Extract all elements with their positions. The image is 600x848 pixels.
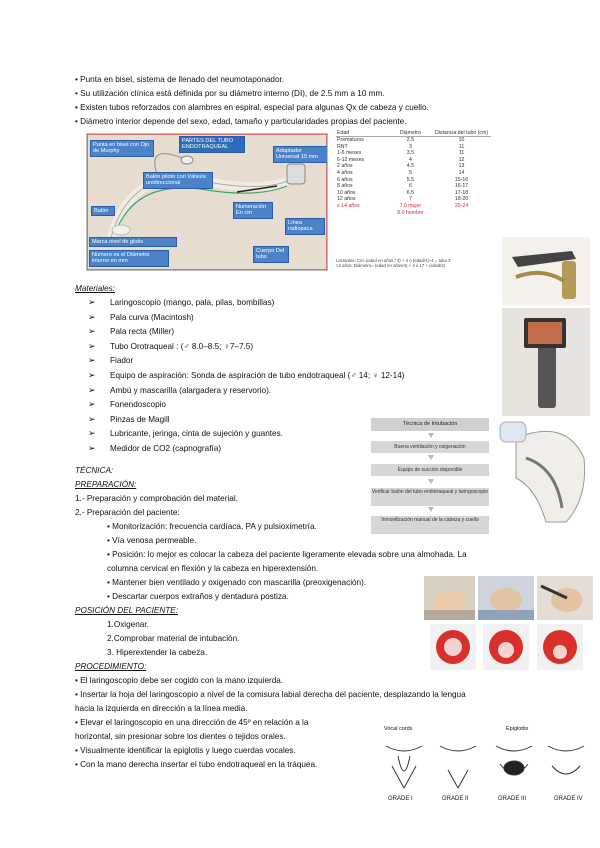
grade-label: GRADE IV [554,796,583,802]
table-cell: 15-16 [454,176,469,183]
laryngoscope-photo [502,237,590,305]
prep-bullet: • Descartar cuerpos extraños y dentadura postiza. [107,592,289,603]
intubation-flowchart [371,418,489,538]
tube-size-table [336,130,491,216]
arrow-bullet-icon: ➢ [88,326,96,337]
table-cell: 11 [458,143,465,150]
flow-arrow [428,479,434,484]
position-step: 1.Oxigenar. [107,620,149,629]
table-cell: 14 [458,169,465,176]
table-row [336,144,491,151]
table-cell: 11 [458,150,465,157]
table-cell: 17-18 [454,189,469,196]
table-row [336,157,491,164]
table-cell: 4 años [337,169,353,176]
table-cell: Prematuros [337,137,364,143]
prep-step: 2.- Preparación del paciente: [75,508,180,517]
table-cell: 20-24 [454,202,469,209]
endotracheal-tube-figure [86,133,328,271]
material-item: Pala curva (Macintosh) [110,312,194,322]
flowchart-title: Técnica de Intubación [371,418,489,431]
position-step: 2.Comprobar material de intubación. [107,634,240,643]
table-cell: 12 años [337,196,356,203]
table-row [336,177,491,184]
table-cell: 1-6 meses [337,150,362,157]
footnote-line: Lactantes: Circ.(edad en años / 4) + 4 ó (edad/4)+4 = tubo 3 [336,258,451,263]
table-cell: 5.5 [406,176,414,183]
table-cell: ≥ 14 años [337,202,360,209]
technique-heading: TÉCNICA: [75,466,114,475]
callout-balon-piloto: Balón piloto con Válvula unidireccional [143,172,213,189]
callout-partes: PARTES DEL TUBO ENDOTRAQUEAL [179,136,245,153]
material-item: Ambú y mascarilla (alargadera y reservorio). [110,385,272,395]
grade-label: GRADE III [498,796,527,802]
prep-bullet: • Posición: lo mejor es colocar la cabeza del paciente ligeramente elevada sobre una almohada. La [107,550,467,561]
table-row [336,150,491,157]
footnote-line: >2 años: Diámetro= (edad en años/4) + 4 ó 17 + (edad/2) [336,263,446,269]
position-heading: POSICIÓN DEL PACIENTE: [75,606,178,615]
callout-linea: Línea radiopaca [285,218,325,235]
callout-numero: Número es el Diámetro interno en mm [89,250,169,267]
epiglottis-label: Epiglottis [506,726,529,732]
table-cell: 6-12 meses [337,156,365,163]
table-cell: 4 [408,156,412,163]
table-cell: 5 [408,169,412,176]
materials-heading: Materiales: [75,284,116,293]
intro-bullet: • Su utilización clínica está definida por su diámetro interno (DI), de 2.5 mm a 10 mm. [75,89,385,100]
grades-illustration [378,726,590,806]
airway-photo-2 [483,624,529,670]
table-row [336,183,491,190]
table-cell: 12 [458,156,465,163]
table-row [336,210,491,217]
position-photo-2 [478,576,534,620]
callout-punta: Punta en bisel con Ojo de Murphy [90,140,154,157]
grade-label: GRADE II [442,796,469,802]
procedure-line: • Visualmente identificar la epiglotis y luego cuerdas vocales. [75,746,296,755]
vocal-cords-label: Vocal cords [384,726,413,732]
table-header: Diámetro [389,130,432,137]
flowchart-step: Equipo de succión disponible [371,464,489,476]
material-item: Fonendoscopio [110,400,166,410]
table-cell: 6 años [337,176,353,183]
arrow-bullet-icon: ➢ [88,355,96,366]
table-cell: 4.5 [406,163,414,170]
callout-balon: Balón [91,206,115,216]
callout-cuerpo: Cuerpo Del tubo [253,246,289,263]
prep-bullet-continuation: columna cervical en flexión y la cabeza en hiperextensión. [107,564,319,573]
table-cell: 13 [458,163,465,170]
callout-adaptador: Adaptador Universal 15 mm [273,146,328,163]
callout-marca: Marca nivel de glotis [89,237,177,247]
table-footnote [336,258,496,268]
table-row [336,137,491,144]
procedure-line: • Con la mano derecha insertar el tubo endotraqueal en la tráquea. [75,760,318,769]
table-cell: 7 [408,196,412,203]
arrow-bullet-icon: ➢ [88,399,96,410]
table-cell: 3.5 [406,150,414,157]
cormack-grades-figure [378,726,590,806]
material-item: Pinzas de Magill [110,414,170,424]
material-item: Pala recta (Miller) [110,327,175,337]
patient-head-diagram [496,418,590,528]
arrow-bullet-icon: ➢ [88,428,96,439]
flowchart-step: Buena ventilación y oxigenación [371,441,489,453]
callout-numeracion: Numeración En cm [233,202,273,219]
position-step: 3. Hiperextender la cabeza. [107,648,208,657]
arrow-bullet-icon: ➢ [88,443,96,453]
table-cell: 16-17 [454,183,469,190]
material-item: Fiador [110,356,134,366]
grade-label: GRADE I [388,796,413,802]
table-cell: 7.0 mujer [399,202,422,209]
table-cell: 10 años [337,189,356,196]
material-item: Medidor de CO2 (capnografía) [110,444,222,453]
procedure-line: • Elevar el laringoscopio en una dirección de 45º en relación a la [75,718,309,727]
table-cell [432,210,491,217]
arrow-bullet-icon: ➢ [88,311,96,322]
flow-arrow [428,433,434,438]
prep-bullet: • Vía venosa permeable. [107,536,196,547]
intro-bullet: • Punta en bisel, sistema de llenado del neumotaponador. [75,75,284,86]
table-row [336,163,491,170]
airway-photo-3 [537,624,583,670]
arrow-bullet-icon: ➢ [88,340,96,351]
table-row [336,170,491,177]
arrow-bullet-icon: ➢ [88,384,96,395]
procedure-line: hacia la izquierda en dirección a la línea media. [75,704,248,713]
table-cell: 2 años [337,163,353,170]
table-cell: 2.5 [406,137,414,143]
table-cell: 10 [458,137,465,143]
prep-step: 1.- Preparación y comprobación del material. [75,494,238,503]
table-cell: RNT [337,143,348,150]
flow-arrow [428,455,434,460]
flowchart-step: Inmovilización manual de la cabeza y cuello [371,516,489,534]
procedure-line: horizontal, sin presionar sobre los dientes o tejidos orales. [75,732,286,741]
intro-bullet: • Diámetro interior depende del sexo, edad, tamaño y particularidades propias del paciente. [75,117,407,128]
procedure-line: • Insertar la hoja del laringoscopio a nivel de la comisura labial derecha del paciente, desplazando la lengua [75,690,466,699]
table-cell: 18-20 [454,196,469,203]
material-item: Laringoscopio (mango, pala, pilas, bombillas) [110,298,275,307]
table-row [336,190,491,197]
arrow-bullet-icon: ➢ [88,413,96,424]
table-header: Edad [336,130,389,137]
table-cell: 8 años [337,183,353,190]
material-item: Equipo de aspiración: Sonda de aspiración de tubo endotraqueal (♂ 14; ♀ 12-14) [110,371,405,380]
table-cell: 6 [408,183,412,190]
table-row [336,196,491,203]
table-cell: 6.5 [406,189,414,196]
table-cell: 3 [408,143,412,150]
intro-bullet: • Existen tubos reforzados con alambres en espiral, especial para algunas Qx de cabeza y cuello. [75,103,429,114]
material-item: Tubo Orotraqueal : (♂ 8.0–8.5; ♀7–7.5) [110,341,254,351]
position-photo-3 [537,576,593,620]
table-row [336,203,491,210]
prep-bullet: • Monitorización: frecuencia cardíaca, PA y pulsioximetría. [107,522,317,533]
position-photo-1 [424,576,475,620]
flowchart-step: Verificar balón del tubo endotraqueal y laringoscopio [371,488,489,506]
arrow-bullet-icon: ➢ [88,297,96,307]
table-cell [336,210,389,217]
flow-arrow [428,507,434,512]
material-item: Lubricante, jeringa, cinta de sujeción y guantes. [110,429,283,439]
laryngoscope-handle-photo [502,308,590,416]
procedure-heading: PROCEDIMIENTO: [75,662,147,671]
procedure-line: • El laringoscopio debe ser cogido con la mano izquierda. [75,676,284,685]
prep-bullet: • Mantener bien ventilado y oxigenado con mascarilla (preoxigenación). [107,578,366,589]
airway-photo-1 [430,624,476,670]
table-header: Distancia del tubo (cm) [432,130,491,137]
preparation-heading: PREPARACIÓN: [75,480,137,489]
table-cell: 8.0 hombre [397,209,424,216]
arrow-bullet-icon: ➢ [88,370,96,380]
